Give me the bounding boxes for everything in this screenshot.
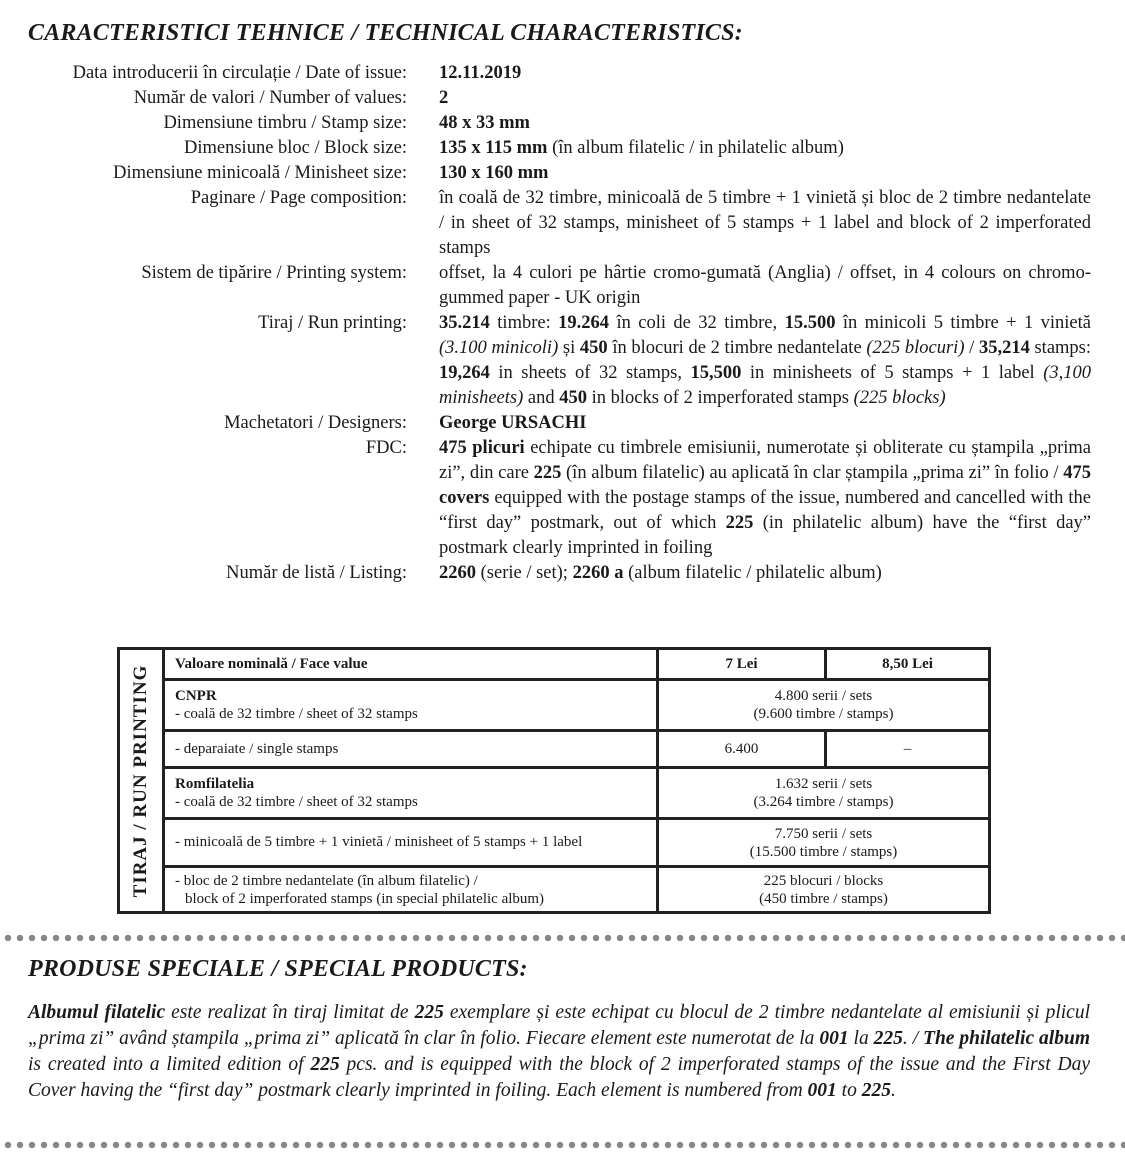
dotted-divider (0, 934, 1125, 942)
dotted-divider (0, 1141, 1125, 1149)
row-value: 225 blocuri / blocks (450 timbre / stamps) (759, 872, 888, 907)
spec-value: 2260 (serie / set); 2260 a (album filatelic / philatelic album) (439, 563, 882, 583)
row-value: 7.750 serii / sets (15.500 timbre / stamps) (749, 825, 898, 860)
spec-minisheet-size (0, 161, 1125, 186)
spec-value: 475 plicuri echipate cu timbrele emisiunii, numerotate și obliterate cu ștampila „prima zi”, din care 225 (în album filatelic) au aplicată în clar ștampila „prima zi” în folio / 475 covers equipped with the postage stamps of the issue, numbered and cancelled with the “first day” postmark, out of which 225 (in philatelic album) have the “first day” postmark clearly imprinted in foiling (439, 438, 1091, 558)
special-products-text: Albumul filatelic este realizat în tiraj limitat de 225 exemplare și este echipat cu blocul de 2 timbre nedantelate al emisiunii și plicul „prima zi” având ștampila „prima zi” aplicată în clar în folio. Fiecare element este numerotat de la 001 la 225. / The philatelic album is created into a limited edition of 225 pcs. and is equipped with the block of 2 imperforated stamps of the issue and the First Day Cover having the “first day” postmark clearly imprinted in foiling. Each element is numbered from 001 to 225. (28, 1002, 1091, 1101)
value-header-850: 8,50 Lei (882, 655, 933, 672)
spec-label: Număr de listă / Listing: (226, 563, 407, 583)
spec-stamp-size (0, 111, 1125, 136)
spec-value: 12.11.2019 (439, 63, 522, 83)
spec-date (0, 61, 1125, 86)
table-row (165, 868, 988, 911)
spec-value: 135 x 115 mm (în album filatelic / in philatelic album) (439, 138, 844, 158)
value-header-7: 7 Lei (659, 650, 827, 678)
spec-run-printing (0, 311, 1125, 411)
row-label: - bloc de 2 timbre nedantelate (în album filatelic) / block of 2 imperforated stamps (in special philatelic album) (165, 868, 659, 911)
spec-fdc (0, 436, 1125, 561)
spec-printing-system (0, 261, 1125, 311)
row-label: CNPR - coală de 32 timbre / sheet of 32 stamps (165, 681, 659, 729)
row-label: - minicoală de 5 timbre + 1 vinietă / minisheet of 5 stamps + 1 label (165, 820, 659, 865)
row-value: 1.632 serii / sets (3.264 timbre / stamps) (753, 776, 894, 810)
row-value: 4.800 serii / sets (9.600 timbre / stamps) (753, 688, 894, 722)
special-products-heading: PRODUSE SPECIALE / SPECIAL PRODUCTS: (28, 956, 528, 982)
spec-values (0, 86, 1125, 111)
row-label: Romfilatelia - coală de 32 timbre / sheet of 32 stamps (165, 769, 659, 817)
spec-label: Sistem de tipărire / Printing system: (141, 263, 407, 283)
spec-label: Tiraj / Run printing: (258, 313, 407, 333)
table-row (165, 820, 988, 868)
technical-heading: CARACTERISTICI TEHNICE / TECHNICAL CHARACTERISTICS: (28, 20, 743, 46)
table-grid (165, 650, 988, 911)
spec-label: Dimensiune minicoală / Minisheet size: (113, 163, 407, 183)
run-printing-table (117, 647, 991, 914)
row-value: – (903, 740, 912, 757)
technical-specs (0, 61, 1125, 586)
spec-block-size (0, 136, 1125, 161)
side-title-text: TIRAJ / RUN PRINTING (130, 664, 151, 897)
face-value-header: Valoare nominală / Face value (165, 650, 659, 678)
row-value: 6.400 (659, 732, 827, 766)
table-row (165, 732, 988, 769)
table-header-row (165, 650, 988, 681)
spec-label: Număr de valori / Number of values: (133, 88, 407, 108)
table-row (165, 681, 988, 732)
spec-designers (0, 411, 1125, 436)
spec-listing (0, 561, 1125, 586)
spec-label: Paginare / Page composition: (190, 188, 407, 208)
spec-value: 2 (439, 88, 449, 108)
table-row (165, 769, 988, 820)
spec-label: Dimensiune timbru / Stamp size: (163, 113, 407, 133)
spec-value: offset, la 4 culori pe hârtie cromo-gumată (Anglia) / offset, in 4 colours on chromo-gummed paper - UK origin (439, 263, 1091, 308)
spec-value: George URSACHI (439, 413, 587, 433)
spec-label: Dimensiune bloc / Block size: (184, 138, 407, 158)
spec-label: Data introducerii în circulație / Date of issue: (72, 63, 407, 83)
spec-label: FDC: (365, 438, 407, 458)
spec-page-composition (0, 186, 1125, 261)
spec-label: Machetatori / Designers: (224, 413, 407, 433)
spec-value: 48 x 33 mm (439, 113, 530, 133)
spec-value: 35.214 timbre: 19.264 în coli de 32 timbre, 15.500 în minicoli 5 timbre + 1 vinietă (3.100 minicoli) și 450 în blocuri de 2 timbre nedantelate (225 blocuri) / 35,214 stamps: 19,264 in sheets of 32 stamps, 15,500 in minisheets of 5 stamps + 1 label (3,100 minisheets) and 450 in blocks of 2 imperforated stamps (225 blocks) (439, 313, 1092, 408)
spec-value: 130 x 160 mm (439, 163, 549, 183)
table-side-title (120, 650, 165, 911)
spec-value: în coală de 32 timbre, minicoală de 5 timbre + 1 vinietă și bloc de 2 timbre nedantelate / in sheet of 32 stamps, minisheet of 5 stamps + 1 label and block of 2 imperforated stamps (439, 188, 1091, 258)
row-label: - deparaiate / single stamps (165, 732, 659, 766)
